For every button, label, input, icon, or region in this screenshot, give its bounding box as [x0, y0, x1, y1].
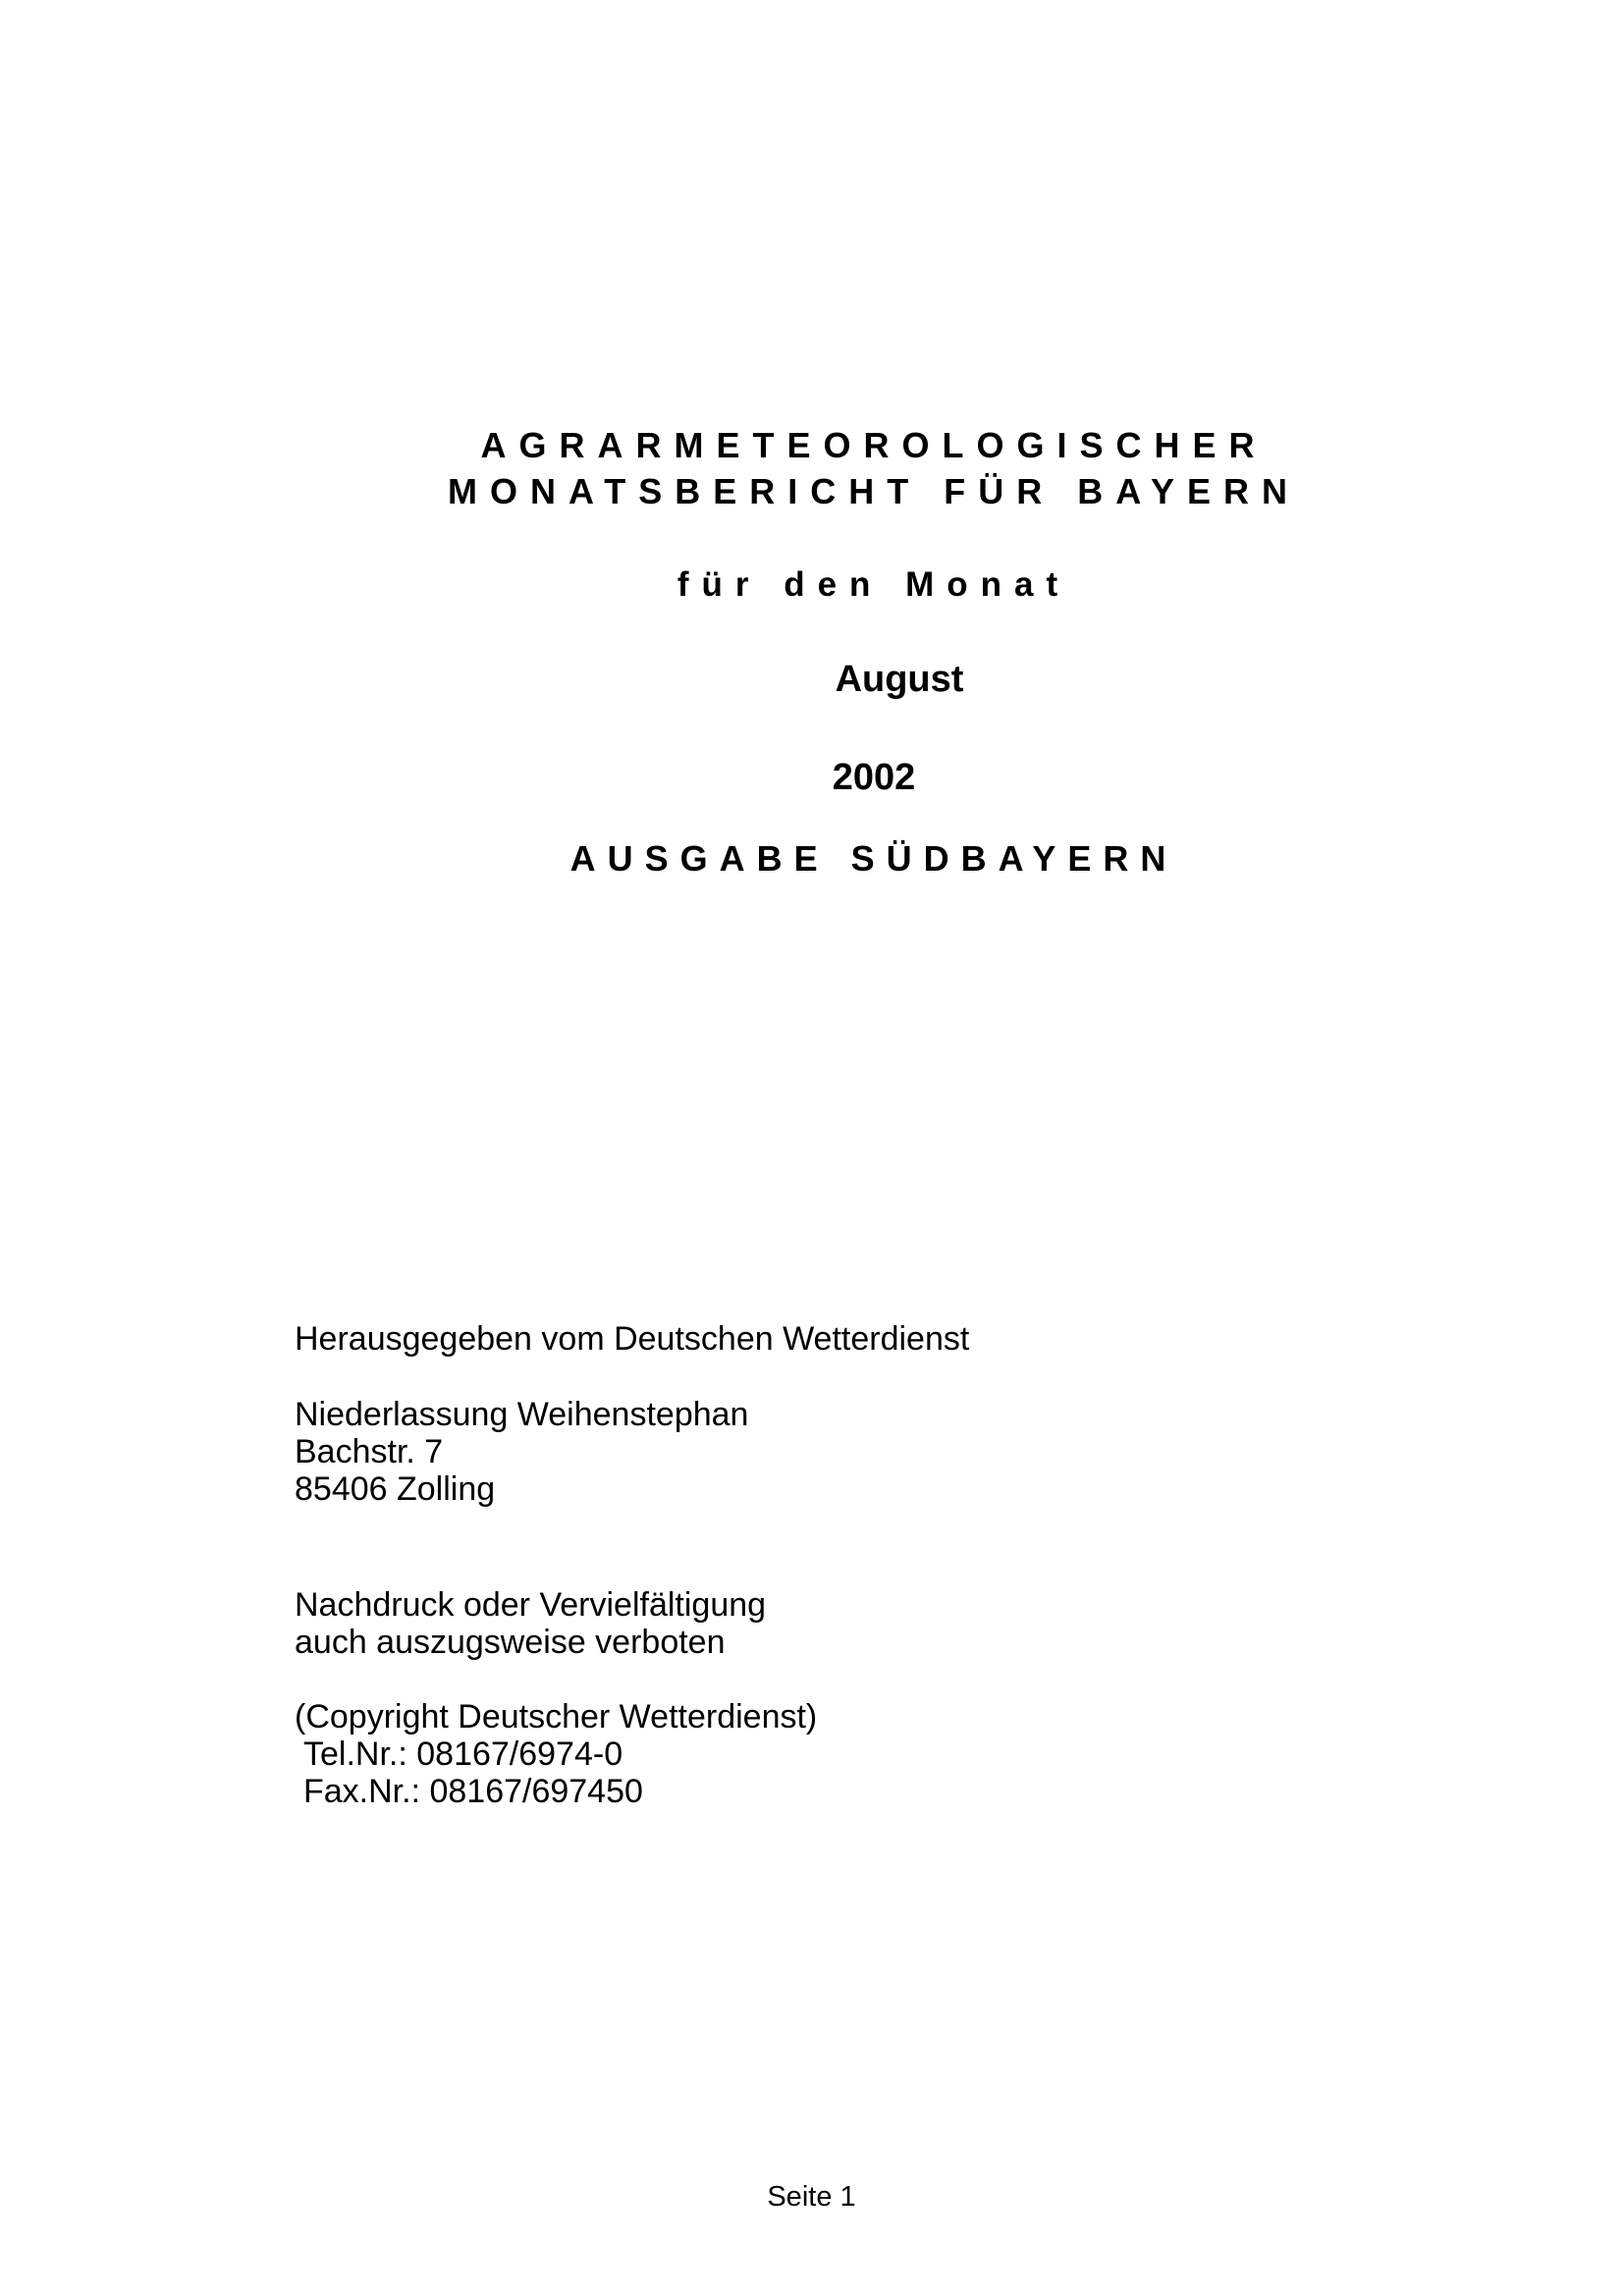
copyright-contact: [295, 1698, 817, 1810]
reprint-notice-line-2: auch auszugsweise verboten: [295, 1624, 726, 1661]
address-city: 85406 Zolling: [295, 1470, 496, 1508]
phone-line: Tel.Nr.: 08167/6974-0: [303, 1735, 623, 1773]
report-edition: AUSGABE SÜDBAYERN: [569, 838, 1178, 879]
report-title-line-2: MONATSBERICHT FÜR BAYERN: [447, 471, 1300, 511]
publisher-address: [295, 1396, 748, 1508]
report-subtitle: für den Monat: [676, 565, 1071, 604]
report-title: [295, 422, 1453, 514]
report-year: 2002: [832, 757, 916, 798]
publisher-line: Herausgegeben vom Deutschen Wetterdienst: [295, 1320, 970, 1358]
address-street: Bachstr. 7: [295, 1433, 444, 1470]
fax-line: Fax.Nr.: 08167/697450: [303, 1773, 643, 1810]
reprint-notice: [295, 1586, 766, 1661]
copyright-line: (Copyright Deutscher Wetterdienst): [295, 1698, 818, 1735]
report-title-line-1: AGRARMETEOROLOGISCHER: [480, 425, 1268, 465]
reprint-notice-line-1: Nachdruck oder Vervielfältigung: [295, 1586, 767, 1624]
address-branch: Niederlassung Weihenstephan: [295, 1396, 749, 1433]
page-number: Seite 1: [767, 2181, 856, 2213]
report-month: August: [835, 659, 964, 700]
